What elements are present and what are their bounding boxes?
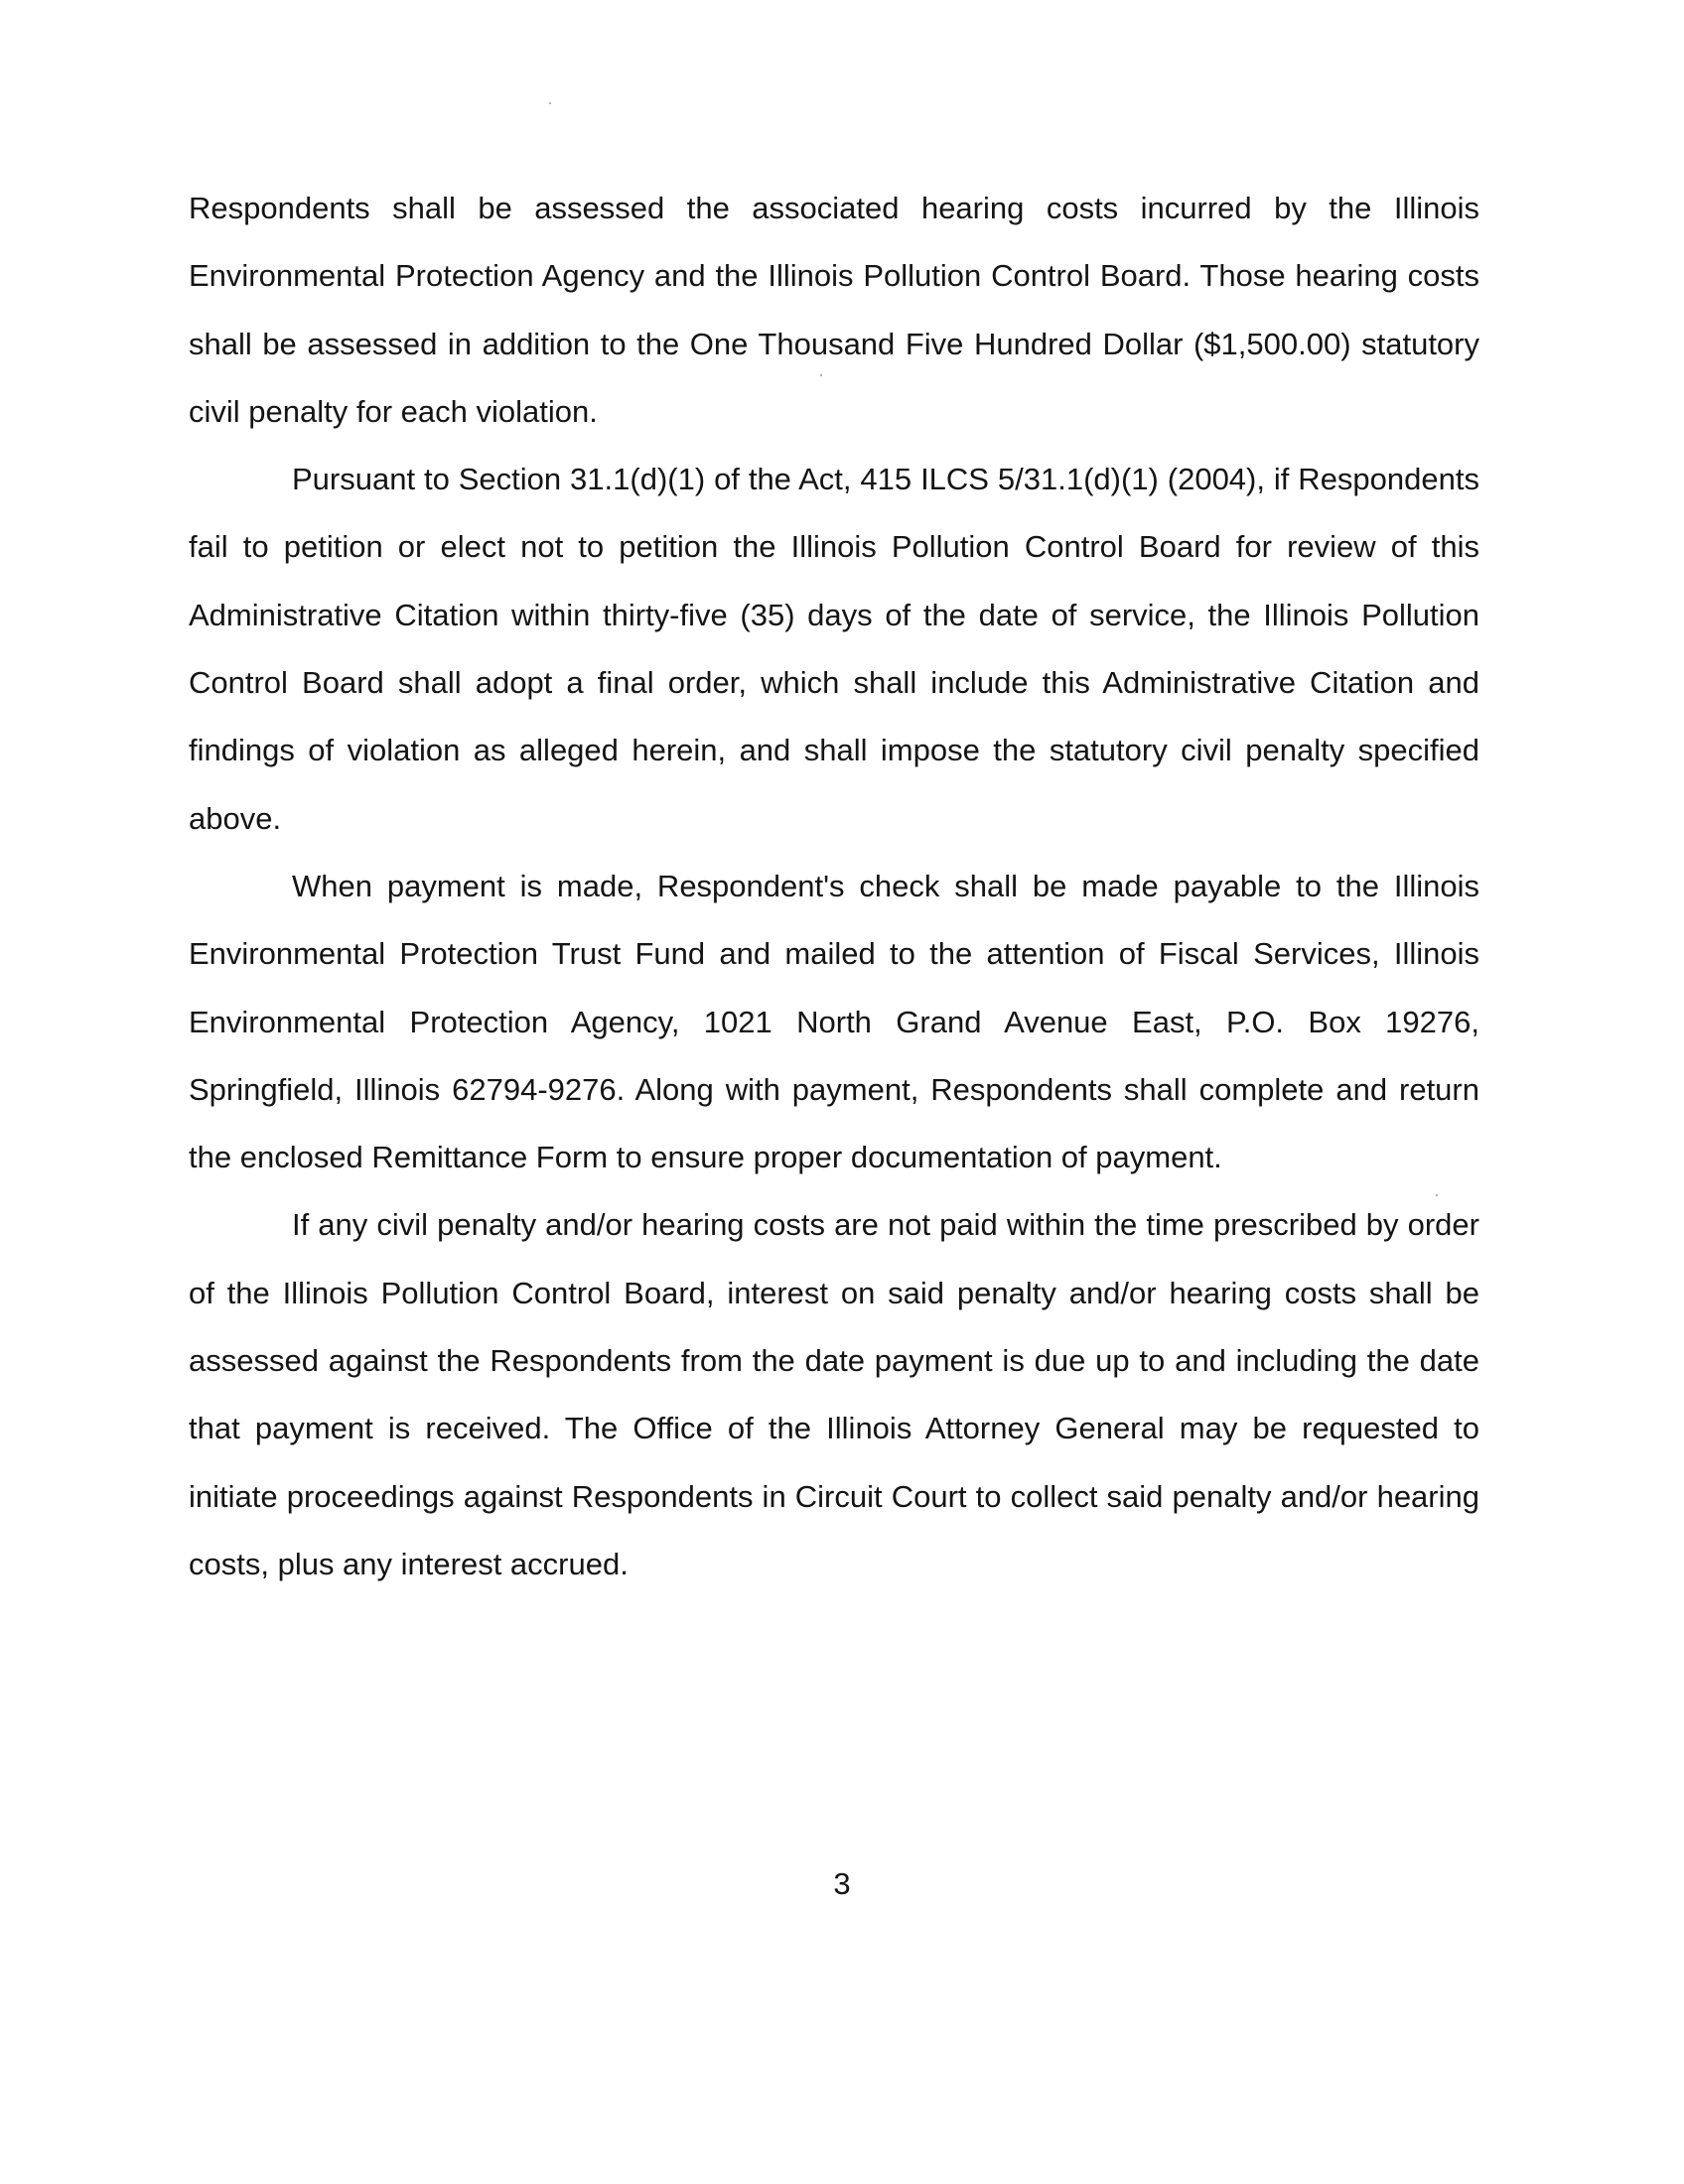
page-number: 3: [833, 1866, 851, 1901]
scan-speck: [549, 102, 551, 104]
document-body: [189, 175, 1479, 1598]
paragraph-hearing-costs: Respondents shall be assessed the associated hearing costs incurred by the Illinois Environmental Protection Agency and the Illinois Pollution Control Board. Those hearing costs shall be assessed in addition to the One Thousand Five Hundred Dollar ($1,500.00) statutory civil penalty for each violation.: [189, 191, 1479, 429]
paragraph-interest: If any civil penalty and/or hearing costs are not paid within the time prescribed by order of the Illinois Pollution Control Board, interest on said penalty and/or hearing costs shall be assessed against the Respondents from the date payment is due up to and including the date that payment is received. The Office of the Illinois Attorney General may be requested to initiate proceedings against Respondents in Circuit Court to collect said penalty and/or hearing costs, plus any interest accrued.: [189, 1207, 1479, 1581]
paragraph-payment-instructions: When payment is made, Respondent's check shall be made payable to the Illinois Environmental Protection Trust Fund and mailed to the attention of Fiscal Services, Illinois Environmental Protection Agency, 1021 North Grand Avenue East, P.O. Box 19276, Springfield, Illinois 62794-9276. Along with payment, Respondents shall complete and return the enclosed Remittance Form to ensure proper documentation of payment.: [189, 868, 1479, 1175]
paragraph-final-order: Pursuant to Section 31.1(d)(1) of the Act, 415 ILCS 5/31.1(d)(1) (2004), if Respondents fail to petition or elect not to petition the Illinois Pollution Control Board for review of this Administrative Citation within thirty-five (35) days of the date of service, the Illinois Pollution Control Board shall adopt a final order, which shall include this Administrative Citation and findings of violation as alleged herein, and shall impose the statutory civil penalty specified above.: [189, 462, 1479, 836]
